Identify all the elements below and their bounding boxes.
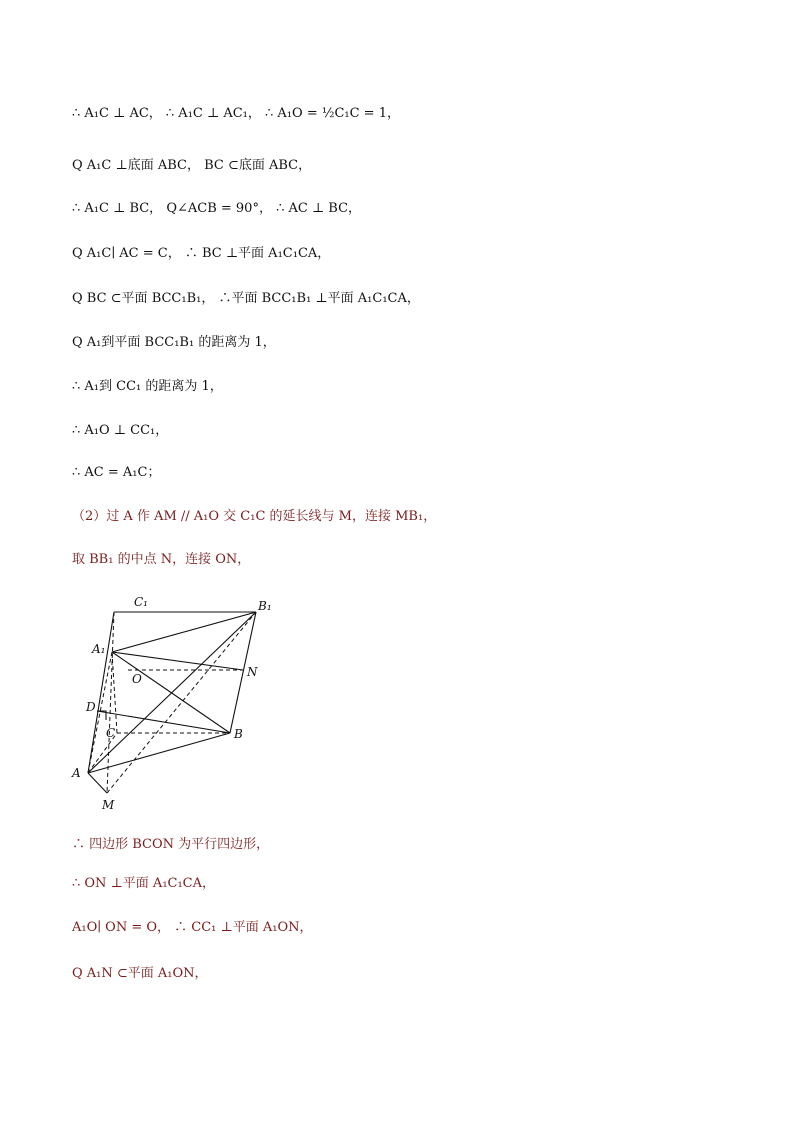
- text-line-1: ∴ A₁C ⊥ AC， ∴ A₁C ⊥ AC₁， ∴ A₁O = ½C₁C = 1，: [72, 106, 400, 121]
- label-c1: C₁: [134, 595, 148, 609]
- text-line-14: A₁O∣ ON = O， ∴ CC₁ ⊥平面 A₁ON，: [72, 920, 313, 935]
- label-d: D: [86, 700, 96, 714]
- label-b1: B₁: [258, 599, 272, 613]
- text-line-15: Q A₁N ⊂平面 A₁ON，: [72, 966, 208, 981]
- text-line-4: Q A₁C∣ AC = C， ∴ BC ⊥平面 A₁C₁CA，: [72, 246, 331, 261]
- text-line-8: ∴ A₁O ⊥ CC₁，: [72, 423, 169, 438]
- label-a1: A₁: [92, 642, 106, 656]
- text-line-3: ∴ A₁C ⊥ BC， Q∠ACB = 90°， ∴ AC ⊥ BC，: [72, 201, 362, 216]
- solid-edges: [88, 612, 256, 793]
- label-o: O: [132, 672, 142, 686]
- text-line-12: ∴ 四边形 BCON 为平行四边形，: [72, 837, 270, 852]
- label-b: B: [234, 727, 243, 741]
- label-c: C: [106, 726, 116, 740]
- edge-a-m: [88, 773, 107, 793]
- text-line-2: Q A₁C ⊥底面 ABC， BC ⊂底面 ABC，: [72, 158, 312, 173]
- edge-a1-b: [112, 652, 230, 733]
- label-n: N: [247, 665, 258, 679]
- geometry-figure: [66, 590, 278, 815]
- label-m: M: [102, 798, 115, 812]
- text-line-13: ∴ ON ⊥平面 A₁C₁CA，: [72, 876, 216, 891]
- text-line-11: 取 BB₁ 的中点 N，连接 ON，: [72, 552, 251, 567]
- edge-a1-n: [112, 652, 243, 670]
- label-a: A: [72, 766, 81, 780]
- text-line-5: Q BC ⊂平面 BCC₁B₁， ∴平面 BCC₁B₁ ⊥平面 A₁C₁CA，: [72, 291, 420, 306]
- dashed-m-b1: [107, 612, 256, 793]
- text-line-6: Q A₁到平面 BCC₁B₁ 的距离为 1，: [72, 335, 276, 350]
- dashed-a1-c: [112, 652, 117, 733]
- text-line-7: ∴ A₁到 CC₁ 的距离为 1，: [72, 379, 223, 394]
- edge-c1-a: [88, 612, 114, 773]
- text-line-9: ∴ AC = A₁C；: [72, 465, 161, 480]
- text-line-10: （2）过 A 作 AM // A₁O 交 C₁C 的延长线与 M，连接 MB₁，: [72, 509, 437, 524]
